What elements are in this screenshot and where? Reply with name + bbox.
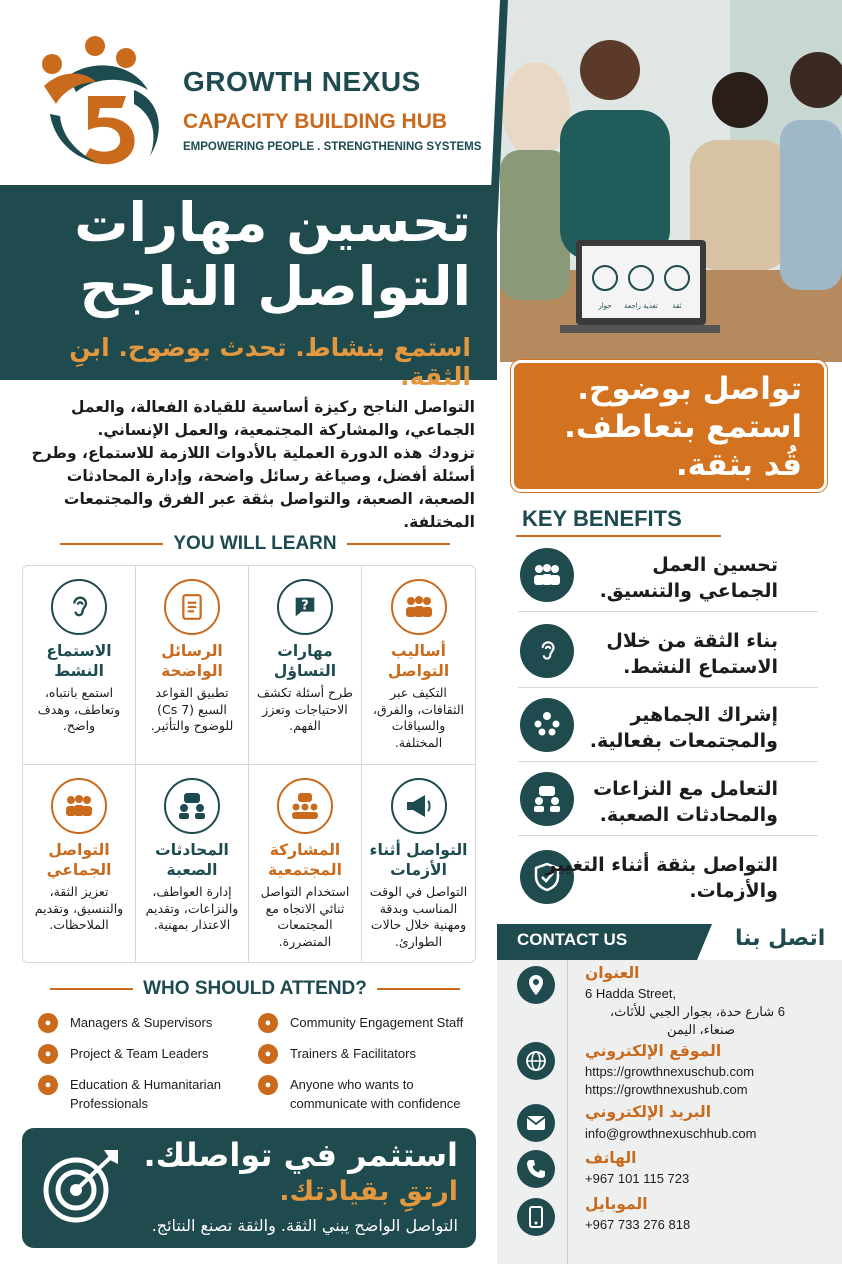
person-icon: ● (258, 1013, 278, 1033)
benefit-text: التعامل مع النزاعات والمحادثات الصعبة. (593, 778, 778, 826)
benefit-item (518, 622, 818, 688)
learn-item-active-listening (23, 566, 136, 764)
motto-line-2: استمع بتعاطف. (564, 409, 802, 445)
benefit-text: إشراك الجماهير والمجتمعات بفعالية. (589, 704, 778, 752)
phone-icon (517, 1150, 555, 1188)
learn-item-body: التواصل في الوقت المناسب وبدقة ومهنية خلال حالات الطوارئ. (369, 884, 468, 949)
intro-text (30, 396, 475, 534)
phone-label: الهاتف (585, 1149, 637, 1167)
ear-icon (51, 579, 107, 635)
title-banner (0, 185, 497, 391)
cta-banner (22, 1128, 476, 1248)
learn-heading (60, 533, 450, 555)
learn-item-team-communication (23, 765, 136, 963)
location-pin-icon (517, 966, 555, 1004)
list-item (38, 1044, 248, 1064)
ear-icon (520, 624, 574, 678)
heading-line-left (50, 988, 133, 990)
group-icon (391, 579, 447, 635)
title-line-1: تحسين مهارات (74, 191, 471, 254)
learn-item-title: أساليب التواصل (387, 642, 450, 680)
learn-item-title: الرسائل الواضحة (161, 642, 223, 680)
website-link-2[interactable]: https://growthnexushub.com (585, 1082, 748, 1097)
benefit-text: بناء الثقة من خلال الاستماع النشط. (606, 630, 778, 678)
learn-grid (22, 565, 476, 963)
community-icon (277, 778, 333, 834)
learn-item-title: مهارات التساؤل (273, 642, 337, 680)
attend-list-left (38, 1013, 248, 1113)
attend-item-text: Education & Humanitarian Professionals (70, 1077, 222, 1111)
question-icon (277, 579, 333, 635)
learn-item-body: طرح أسئلة تكشف الاحتياجات وتعزز الفهم. (257, 685, 353, 733)
motto-line-1: تواصل بوضوح. (577, 371, 802, 407)
learn-item-difficult-conversations (136, 765, 249, 963)
benefit-item (518, 696, 818, 762)
address-line-1: 6 Hadda Street, (585, 986, 677, 1001)
address-line-2: 6 شارع حدة، بجوار الجبي للأثاث، (609, 1004, 785, 1019)
learn-item-body: تطبيق القواعد السبع (7 Cs) للوضوح والتأثير. (150, 685, 234, 733)
svg-text:?: ? (301, 598, 309, 614)
contact-panel (497, 960, 842, 1264)
benefit-item (518, 546, 818, 612)
intro-paragraph-2: تزودك هذه الدورة العملية بالأدوات اللازمة للاستماع، وطرح أسئلة أفضل، وصياغة رسائل واضحة، وإدارة المحادثات الصعبة، الصعبة، والتواصل بثقة عبر الفرق والمجتمعات المختلفة. (31, 444, 475, 531)
person-icon: ● (38, 1013, 58, 1033)
learn-item-title: التواصل الجماعي (46, 841, 112, 879)
list-item (258, 1044, 476, 1064)
contact-separator (567, 960, 568, 1264)
email-label: البريد الإلكتروني (585, 1103, 712, 1121)
benefit-text: التواصل بثقة أثناء التغيير والأزمات. (545, 854, 778, 902)
cta-line-3: التواصل الواضح يبني الثقة. والثقة تصنع النتائج. (151, 1216, 458, 1235)
learn-item-body: التكيف عبر الثقافات، والفرق، والسياقات المختلفة. (372, 685, 464, 750)
brand-subtitle: CAPACITY BUILDING HUB (183, 110, 448, 133)
attend-heading-text: WHO SHOULD ATTEND? (143, 978, 367, 999)
email-icon (517, 1104, 555, 1142)
heading-line-left (60, 543, 163, 545)
learn-item-body: استمع بانتباه، وتعاطف، وهدف واضح. (37, 685, 121, 733)
learn-item-title: التواصل أثناء الأزمات (369, 841, 468, 879)
learn-item-clear-messages (136, 566, 249, 764)
benefits-heading-underline (516, 535, 721, 537)
cta-line-1: استثمر في تواصلك. (143, 1136, 458, 1174)
laptop-label-trust: ثقة (672, 302, 682, 310)
learn-item-title: المحادثات الصعبة (155, 841, 229, 879)
learn-item-body: إدارة العواطف، والنزاعات، وتقديم الاعتذار بمهنية. (145, 884, 239, 932)
meeting-photo-illustration (500, 0, 842, 362)
attend-item-text: Managers & Supervisors (70, 1015, 213, 1030)
attend-item-text: Community Engagement Staff (290, 1015, 464, 1030)
list-item (258, 1075, 476, 1113)
mobile-icon (517, 1198, 555, 1236)
brand-tagline: EMPOWERING PEOPLE . STRENGTHENING SYSTEMS (183, 141, 482, 153)
person-icon: ● (258, 1075, 278, 1095)
mobile-label: الموبايل (585, 1195, 648, 1213)
contact-heading-ar: اتصل بنا (735, 926, 826, 951)
learn-item-questioning (249, 566, 362, 764)
person-icon: ● (38, 1075, 58, 1095)
attend-list-right (258, 1013, 476, 1113)
team-icon (51, 778, 107, 834)
attend-item-text: Project & Team Leaders (70, 1046, 209, 1061)
intro-paragraph-1: التواصل الناجح ركيزة أساسية للقيادة الفعالة، والعمل الجماعي، والمشاركة المجتمعية، والعمل الإنساني. (71, 398, 475, 439)
contact-heading-en: CONTACT US (517, 930, 628, 949)
benefit-item (518, 770, 818, 836)
benefits-heading: KEY BENEFITS (522, 506, 682, 531)
heading-line-right (377, 988, 460, 990)
conversation-icon (164, 778, 220, 834)
email-link[interactable]: info@growthnexuschhub.com (585, 1126, 757, 1141)
attend-item-text: Anyone who wants to communicate with confidence (290, 1077, 461, 1111)
mobile-number[interactable]: +967 733 276 818 (585, 1217, 691, 1232)
cta-line-2: ارتقِ بقيادتك. (279, 1176, 458, 1207)
attend-heading (50, 978, 460, 1000)
website-label: الموقع الإلكتروني (585, 1042, 722, 1060)
title-line-2: التواصل الناجح (79, 255, 471, 318)
logo-icon (30, 30, 170, 170)
list-item (38, 1013, 248, 1033)
website-link-1[interactable]: https://growthnexuschub.com (585, 1064, 755, 1079)
learn-item-body: تعزيز الثقة، والتنسيق، وتقديم الملاحظات. (34, 884, 124, 932)
motto-line-3: قُد بثقة. (675, 447, 802, 483)
list-item (38, 1075, 248, 1113)
learn-item-community-engagement (249, 765, 362, 963)
learn-item-communication-styles (362, 566, 475, 764)
laptop-label-dialogue: حوار (598, 302, 612, 310)
document-icon (164, 579, 220, 635)
learn-item-body: استخدام التواصل ثنائي الاتجاه مع المجتمعات المتضررة. (260, 884, 350, 949)
benefit-text: تحسين العمل الجماعي والتنسيق. (599, 554, 778, 602)
benefit-item (518, 848, 818, 914)
team-icon (520, 548, 574, 602)
brand-name: GROWTH NEXUS (183, 66, 421, 97)
megaphone-icon (391, 778, 447, 834)
address-label: العنوان (585, 964, 640, 982)
globe-icon (517, 1042, 555, 1080)
heading-line-right (347, 543, 450, 545)
list-item (258, 1013, 476, 1033)
person-icon: ● (258, 1044, 278, 1064)
title-slogan: استمع بنشاط. تحدث بوضوح. ابنِ الثقة. (69, 333, 471, 391)
phone-number[interactable]: +967 101 115 723 (585, 1171, 690, 1186)
laptop-label-feedback: تغذية راجعة (624, 302, 658, 310)
address-line-3: صنعاء، اليمن (666, 1022, 735, 1037)
target-icon (38, 1146, 122, 1230)
learn-item-title: الاستماع النشط (46, 642, 112, 680)
learn-heading-text: YOU WILL LEARN (173, 533, 337, 554)
motto-box (511, 360, 827, 492)
learn-item-crisis-communication (362, 765, 475, 963)
attend-item-text: Trainers & Facilitators (290, 1046, 416, 1061)
learn-item-title: المشاركة المجتمعية (268, 841, 342, 879)
hero-photo (500, 0, 842, 362)
person-icon: ● (38, 1044, 58, 1064)
